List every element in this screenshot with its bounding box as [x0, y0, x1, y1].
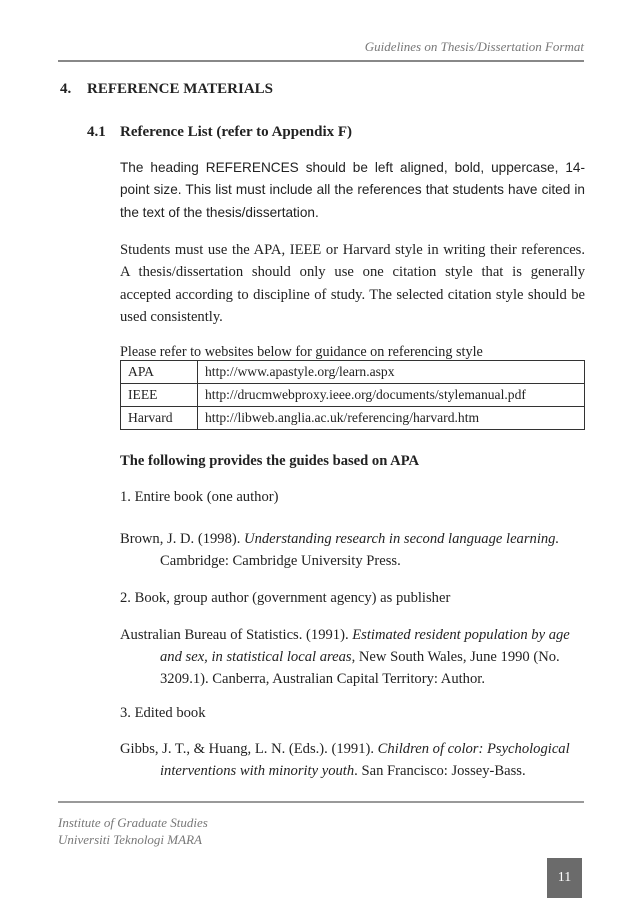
footer-rule: [58, 801, 584, 803]
example-title: 2. Book, group author (government agency) as publisher: [120, 590, 451, 606]
apa-guide-heading: The following provides the guides based on APA: [120, 453, 420, 469]
citation-continuation: [120, 646, 585, 668]
citation-title: Estimated resident population by age: [352, 627, 570, 643]
header-rule: [58, 60, 584, 62]
paragraph-citation-style: Students must use the APA, IEEE or Harvard style in writing their references. A thesis/dissertation should only use one citation style that is generally accepted according to discipline of study. The selected citation style should be used consistently.: [120, 242, 585, 326]
footer-university: Universiti Teknologi MARA: [58, 832, 202, 847]
subsection-title: Reference List (refer to Appendix F): [120, 124, 353, 140]
example-title: 1. Entire book (one author): [120, 489, 279, 505]
citation-details: , New South Wales, June 1990 (No.: [351, 649, 560, 665]
citation-title: Children of color: Psychological: [377, 741, 570, 757]
citation-author: Brown, J. D. (1998).: [120, 531, 245, 547]
citation-publisher: 3209.1). Canberra, Australian Capital Territory: Author.: [160, 671, 485, 687]
section-number: 4.: [60, 81, 72, 97]
referencing-styles-table: [120, 360, 585, 430]
citation-author: Gibbs, J. T., & Huang, L. N. (Eds.). (1991).: [120, 741, 378, 757]
citation-publisher: . San Francisco: Jossey-Bass.: [354, 763, 526, 779]
citation-example: [120, 738, 585, 782]
style-url-link[interactable]: http://www.apastyle.org/learn.aspx: [198, 361, 585, 384]
style-name: IEEE: [121, 384, 198, 407]
paragraph-websites-intro: Please refer to websites below for guidance on referencing style: [120, 344, 483, 360]
citation-example: [120, 624, 585, 690]
citation-title: Understanding research in second language learning.: [244, 531, 560, 547]
style-name: APA: [121, 361, 198, 384]
page-number: 11: [547, 858, 582, 898]
section-title: REFERENCE MATERIALS: [87, 81, 273, 97]
table-row: [121, 407, 585, 430]
citation-author: Australian Bureau of Statistics. (1991).: [120, 627, 353, 643]
style-url-link[interactable]: http://libweb.anglia.ac.uk/referencing/harvard.htm: [198, 407, 585, 430]
subsection-number: 4.1: [87, 124, 106, 140]
style-name: Harvard: [121, 407, 198, 430]
citation-title-cont: interventions with minority youth: [160, 763, 355, 779]
citation-publisher: Cambridge: Cambridge University Press.: [160, 553, 401, 569]
paragraph-heading-rules: The heading REFERENCES should be left aligned, bold, uppercase, 14-point size. This list must include all the references that students have cited in the text of the thesis/dissertation.: [120, 160, 585, 220]
example-title: 3. Edited book: [120, 705, 206, 721]
table-row: [121, 361, 585, 384]
table-row: [121, 384, 585, 407]
citation-example: [120, 528, 585, 572]
running-header: Guidelines on Thesis/Dissertation Format: [364, 39, 584, 54]
footer-institute: Institute of Graduate Studies: [58, 815, 208, 830]
style-url-link[interactable]: http://drucmwebproxy.ieee.org/documents/stylemanual.pdf: [198, 384, 585, 407]
citation-title-cont: and sex, in statistical local areas: [160, 649, 352, 665]
citation-continuation: [120, 760, 585, 782]
